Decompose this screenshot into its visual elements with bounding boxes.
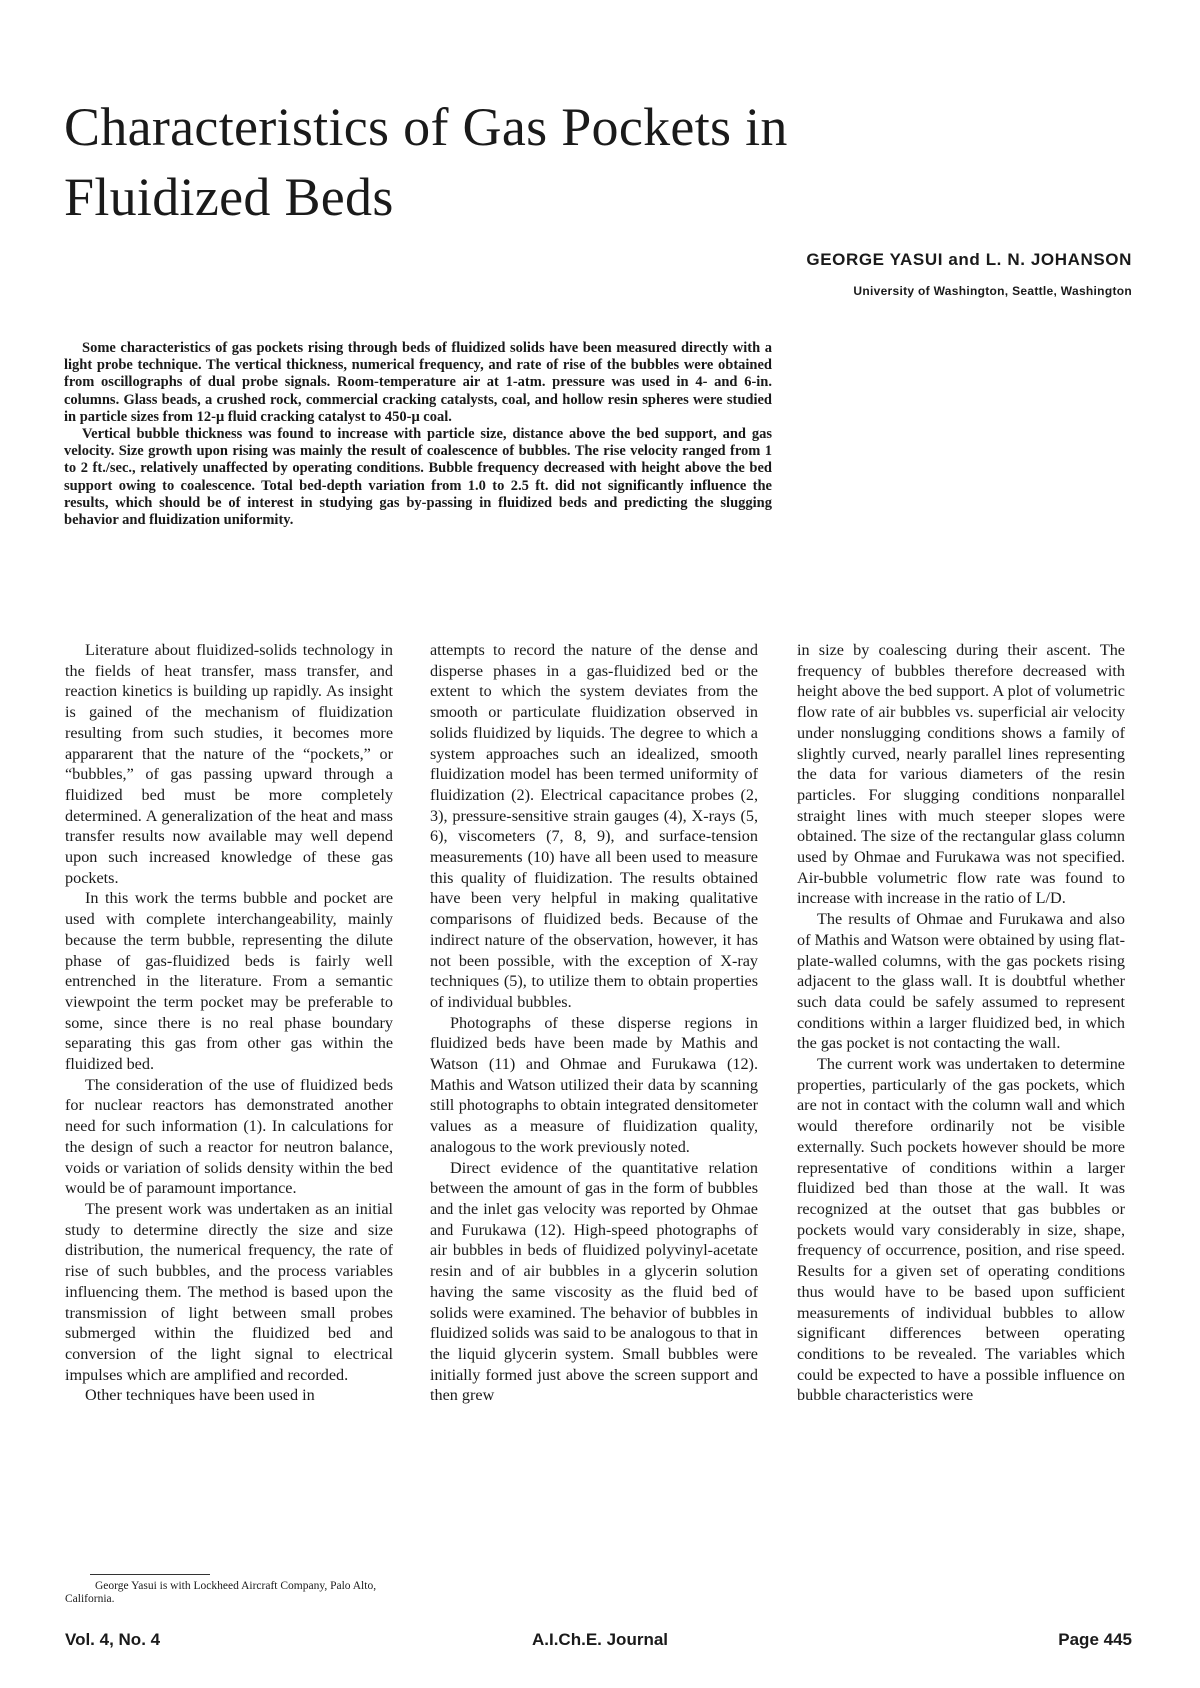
abstract [64, 340, 772, 529]
abstract-paragraph: Vertical bubble thickness was found to increase with particle size, distance above the bed support, and gas velocity. Size growth upon rising was mainly the result of coalescence of bubbles. The rise velocity ranged from 1 to 2 ft./sec., relatively unaffected by operating conditions. Bubble frequency decreased with height above the bed support owing to coalescence. Total bed-depth variation from 1.0 to 2.5 ft. did not significantly influence the results, which should be of interest in studying gas by-passing in fluidized beds and predicting the slugging behavior and fluidization uniformity. [64, 426, 772, 529]
body-column-3 [797, 640, 1125, 1406]
body-paragraph: Photographs of these disperse regions in fluidized beds have been made by Mathis and Watson (11) and Ohmae and Furukawa (12). Mathis and Watson utilized their data by scanning still photographs to obtain integrated densitometer values as a measure of fluidization quality, analogous to the work previously noted. [430, 1013, 758, 1156]
author-affiliation: University of Washington, Seattle, Washington [853, 284, 1132, 298]
body-paragraph: in size by coalescing during their ascent. The frequency of bubbles therefore decreased with height above the bed support. A plot of volumetric flow rate of air bubbles vs. superficial air velocity under nonslugging conditions shows a family of slightly curved, nearly parallel lines representing the data for various diameters of the resin particles. For slugging conditions nonparallel straight lines with much steeper slopes were obtained. The size of the rectangular glass column used by Ohmae and Furukawa was not specified. Air-bubble volumetric flow rate was found to increase with increase in the ratio of L/D. [797, 641, 1125, 908]
footer-page-number: Page 445 [1058, 1630, 1132, 1649]
author-names: GEORGE YASUI and L. N. JOHANSON [806, 250, 1132, 269]
abstract-paragraph: Some characteristics of gas pockets rising through beds of fluidized solids have been measured directly with a light probe technique. The vertical thickness, numerical frequency, and rate of rise of the bubbles were obtained from oscillographs of dual probe signals. Room-temperature air at 1-atm. pressure was used in 4- and 6-in. columns. Glass beads, a crushed rock, commercial cracking catalysts, coal, and hollow resin spheres were studied in particle sizes from 12-μ fluid cracking catalyst to 450-μ coal. [64, 340, 772, 425]
article-title: Characteristics of Gas Pockets in Fluidized Beds [64, 97, 788, 227]
body-paragraph: Direct evidence of the quantitative relation between the amount of gas in the form of bubbles and the inlet gas velocity was reported by Ohmae and Furukawa (12). High-speed photographs of air bubbles in beds of fluidized polyvinyl-acetate resin and of air bubbles in a glycerin solution having the same viscosity as the fluid bed of solids were examined. The behavior of bubbles in fluidized solids was said to be analogous to that in the liquid glycerin system. Small bubbles were initially formed just above the screen support and then grew [430, 1158, 758, 1405]
body-paragraph: Other techniques have been used in [85, 1386, 315, 1405]
footer-volume: Vol. 4, No. 4 [65, 1630, 161, 1649]
body-paragraph: In this work the terms bubble and pocket are used with complete interchangeability, mainly because the term bubble, representing the dilute phase of gas-fluidized beds is fairly well entrenched in the literature. From a semantic viewpoint the term pocket may be preferable to some, since there is no real phase boundary separating this gas from other gas within the fluidized bed. [65, 889, 393, 1074]
footer-journal: A.I.Ch.E. Journal [531, 1630, 669, 1649]
body-paragraph: attempts to record the nature of the dense and disperse phases in a gas-fluidized bed or the extent to which the system deviates from the smooth or particulate fluidization observed in solids fluidized by liquids. The degree to which a system approaches such an idealized, smooth fluidization model has been termed uniformity of fluidization (2). Electrical capacitance probes (2, 3), pressure-sensitive strain gauges (4), X-rays (5, 6), viscometers (7, 8, 9), and surface-tension measurements (10) have all been used to measure this quality of fluidization. The results obtained have been very helpful in making qualitative comparisons of fluidized beds. Because of the indirect nature of the observation, however, it has not been possible, with the exception of X-ray techniques (5), to utilize them to obtain properties of individual bubbles. [430, 641, 758, 1011]
body-paragraph: The results of Ohmae and Furukawa and also of Mathis and Watson were obtained by using flat-plate-walled columns, with the gas pockets rising adjacent to the glass wall. It is doubtful whether such data could be safely assumed to represent conditions within a larger fluidized bed, in which the gas pocket is not contacting the wall. [797, 910, 1125, 1053]
body-column-1 [65, 640, 393, 1406]
body-paragraph: Literature about fluidized-solids technology in the fields of heat transfer, mass transfer, and reaction kinetics is building up rapidly. As insight is gained of the mechanism of fluidization resulting from such studies, it becomes more appararent that the nature of the “pockets,” or “bubbles,” of gas passing upward through a fluidized bed must be more completely determined. A generalization of the heat and mass transfer results now available may well depend upon such increased knowledge of these gas pockets. [65, 641, 393, 887]
body-paragraph: The current work was undertaken to determine properties, particularly of the gas pockets, which are not in contact with the column wall and which would therefore ordinarily not be visible externally. Such pockets however should be more representative of conditions within a larger fluidized bed than those at the wall. It was recognized at the outset that gas bubbles or pockets would vary considerably in size, shape, frequency of occurrence, position, and rise speed. Results for a given set of operating conditions thus would have to be based upon sufficient measurements of individual bubbles to allow significant differences between operating conditions to be revealed. The variables which could be expected to have a possible influence on bubble characteristics were [797, 1055, 1125, 1405]
body-column-2 [430, 640, 758, 1406]
body-paragraph: The consideration of the use of fluidized beds for nuclear reactors has demonstrated another need for such information (1). In calculations for the design of such a reactor for neutron balance, voids or variation of solids density within the bed would be of paramount importance. [65, 1075, 393, 1198]
author-footnote: George Yasui is with Lockheed Aircraft Company, Palo Alto, California. [65, 1580, 377, 1605]
body-paragraph: The present work was undertaken as an initial study to determine directly the size and size distribution, the numerical frequency, the rate of rise of such bubbles, and the process variables influencing them. The method is based upon the transmission of light between small probes submerged within the fluidized bed and conversion of the light signal to electrical impulses which are amplified and recorded. [65, 1199, 393, 1384]
footnote-divider [90, 1574, 210, 1575]
